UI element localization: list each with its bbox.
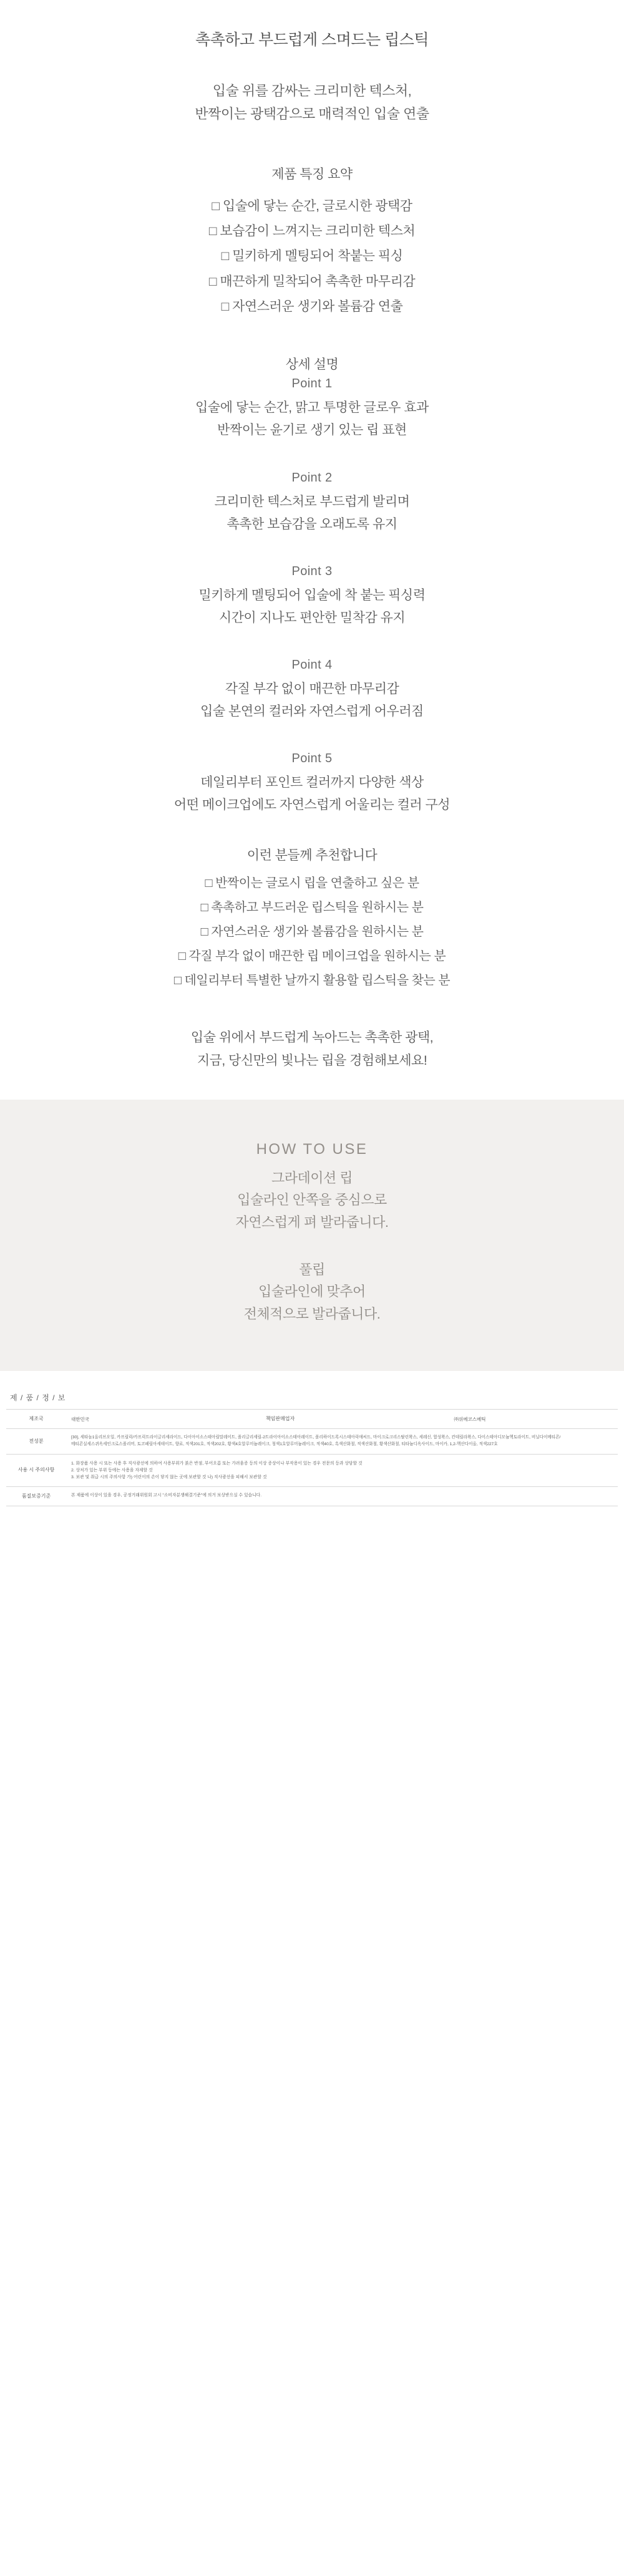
closing-line: 지금, 당신만의 빛나는 립을 경험해보세요! [197, 1053, 427, 1068]
feature-summary-item: □ 입술에 닿는 순간, 글로시한 광택감 [212, 198, 412, 213]
product-info-table [6, 1409, 618, 1506]
how-to-use-group-name: 그라데이션 립 [271, 1169, 353, 1186]
caution-line: 1. 화장품 사용 시 또는 사용 후 직사광선에 의하여 사용부위가 붉은 반점, 부어오름 또는 가려움증 등의 이상 증상이나 부작용이 있는 경우 전문의 등과 상담할 것 [71, 1461, 363, 1466]
table-row [6, 1429, 618, 1454]
quality-cell [66, 1486, 618, 1506]
recommendation-item: □ 데일리부터 특별한 날까지 활용할 립스틱을 찾는 분 [173, 974, 451, 988]
how-to-use-group-name: 풀립 [299, 1261, 325, 1277]
caution-label: 사용 시 주의사항 [6, 1454, 66, 1486]
point-label: Point 1 [291, 377, 333, 391]
point-line: 밀키하게 멜팅되어 입술에 착 붙는 픽싱력 [198, 588, 426, 603]
product-subheadline [25, 80, 599, 125]
table-row [6, 1486, 618, 1506]
point-line: 촉촉한 보습감을 오래도록 유지 [227, 516, 397, 531]
point-line: 데일리부터 포인트 컬러까지 다양한 색상 [200, 775, 424, 790]
point-line: 입술에 닿는 순간, 맑고 투명한 글로우 효과 [195, 400, 429, 415]
product-info-heading: 제 / 품 / 정 / 보 [10, 1393, 66, 1403]
table-row [6, 1454, 618, 1486]
product-description-section [0, 0, 624, 1100]
recommendation-section [25, 845, 599, 993]
point-label: Point 2 [291, 470, 333, 485]
recommendation-title: 이런 분들께 추천합니다 [246, 848, 378, 863]
point-label: Point 5 [291, 752, 333, 766]
caution-cell [66, 1454, 618, 1486]
caution-line: 3. 보관 및 취급 시의 주의사항 가) 어린이의 손이 닿지 않는 곳에 보관할 것 나) 직사광선을 피해서 보관할 것 [71, 1474, 267, 1479]
feature-summary-item: □ 보습감이 느껴지는 크리미한 텍스처 [208, 224, 416, 239]
ingredients-value: [30], 세타놀1올리브오일, 카프릴릭/카프릭트라이글리세라이드, 다이아이소스테아릴말레이트, 폴리글리세릴-2트라이아이소스테아레이트, 폴리하이드록시스테아릭애씨드, 마이크로크리스탈린왁스, 세레신, 합성왁스, 칸데릴라왁스, 다이스테아디모늄헥토라이트, 비닐다이메티콘/메티콘실세스퀴옥세인크로스폴리머, 토코페릴아세테이트, 향료, 적색201호, 적색202호, 황색4호알루미늄레이크, 청색1호알루미늄레이크, 적색40호, 흑색산화철, 적색산화철, 황색산화철, 티타늄디옥사이드, 마이카, 1,2-헥산다이올, 적색227호 [71, 1435, 561, 1447]
feature-summary-item: □ 밀키하게 멜팅되어 착붙는 픽싱 [221, 249, 403, 264]
point-line: 어떤 메이크업에도 자연스럽게 어울리는 컬러 구성 [173, 798, 451, 813]
table-row [6, 1410, 618, 1429]
point-line: 크리미한 텍스처로 부드럽게 발리며 [214, 494, 410, 509]
product-headline: 촉촉하고 부드럽게 스며드는 립스틱 [195, 31, 429, 49]
point-line: 반짝이는 윤기로 생기 있는 립 표현 [217, 423, 407, 438]
quality-label: 품질보증기준 [6, 1486, 66, 1506]
caution-line: 2. 상처가 있는 부위 등에는 사용을 자제할 것 [71, 1468, 153, 1473]
closing-line: 입술 위에서 부드럽게 녹아드는 촉촉한 광택, [190, 1030, 434, 1045]
ingredients-cell [66, 1429, 618, 1454]
point-block-1 [25, 377, 599, 442]
recommendation-item: □ 반짝이는 글로시 립을 연출하고 싶은 분 [205, 876, 419, 891]
how-to-use-line: 자연스럽게 펴 발라줍니다. [235, 1214, 389, 1230]
subheadline-line-1: 입술 위를 감싸는 크리미한 텍스처, [212, 82, 412, 99]
recommendation-item: □ 각질 부각 없이 매끈한 립 메이크업을 원하시는 분 [178, 949, 446, 964]
how-to-use-line: 전체적으로 발라줍니다. [243, 1305, 381, 1322]
point-block-5 [25, 752, 599, 816]
feature-summary-item: □ 자연스러운 생기와 볼륨감 연출 [221, 299, 403, 314]
closing-section [25, 1027, 599, 1072]
how-to-use-group-full [25, 1259, 599, 1325]
detail-description-title: 상세 설명 [285, 357, 339, 372]
origin-and-responsible-cell [66, 1410, 618, 1429]
subheadline-line-2: 반짝이는 광택감으로 매력적인 입술 연출 [195, 106, 429, 122]
feature-summary-list [25, 194, 599, 320]
how-to-use-group-gradient [25, 1167, 599, 1234]
point-block-2 [25, 471, 599, 536]
recommendation-item: □ 자연스러운 생기와 볼륨감을 원하시는 분 [200, 925, 424, 939]
product-info-section [0, 1371, 624, 1522]
responsible-label: 책임판매업자 [265, 1416, 295, 1422]
feature-summary-item: □ 매끈하게 밀착되어 촉촉한 마무리감 [208, 274, 416, 289]
how-to-use-line: 입술라인 안쪽을 중심으로 [237, 1192, 387, 1208]
ingredients-label: 전성분 [6, 1429, 66, 1454]
origin-label: 제조국 [6, 1410, 66, 1429]
point-line: 각질 부각 없이 매끈한 마무리감 [225, 681, 399, 696]
point-label: Point 3 [291, 564, 333, 578]
origin-value: 대한민국 [71, 1416, 89, 1422]
feature-summary-title: 제품 특징 요약 [271, 167, 353, 182]
point-line: 시간이 지나도 편안한 밀착감 유지 [218, 610, 406, 625]
point-block-4 [25, 658, 599, 723]
point-label: Point 4 [291, 657, 333, 672]
quality-value: 본 제품에 이상이 있을 경우, 공정거래위원회 고시 "소비자분쟁해결기준"에 의거 보상받으실 수 있습니다. [71, 1493, 262, 1498]
responsible-value: ㈜위메코스메틱 [454, 1416, 486, 1422]
how-to-use-title: HOW TO USE [256, 1140, 368, 1158]
recommendation-item: □ 촉촉하고 부드러운 립스틱을 원하시는 분 [200, 901, 424, 915]
point-line: 입술 본연의 컬러와 자연스럽게 어우러짐 [200, 704, 424, 719]
how-to-use-section [0, 1100, 624, 1372]
point-block-3 [25, 564, 599, 629]
how-to-use-line: 입술라인에 맞추어 [258, 1284, 366, 1300]
